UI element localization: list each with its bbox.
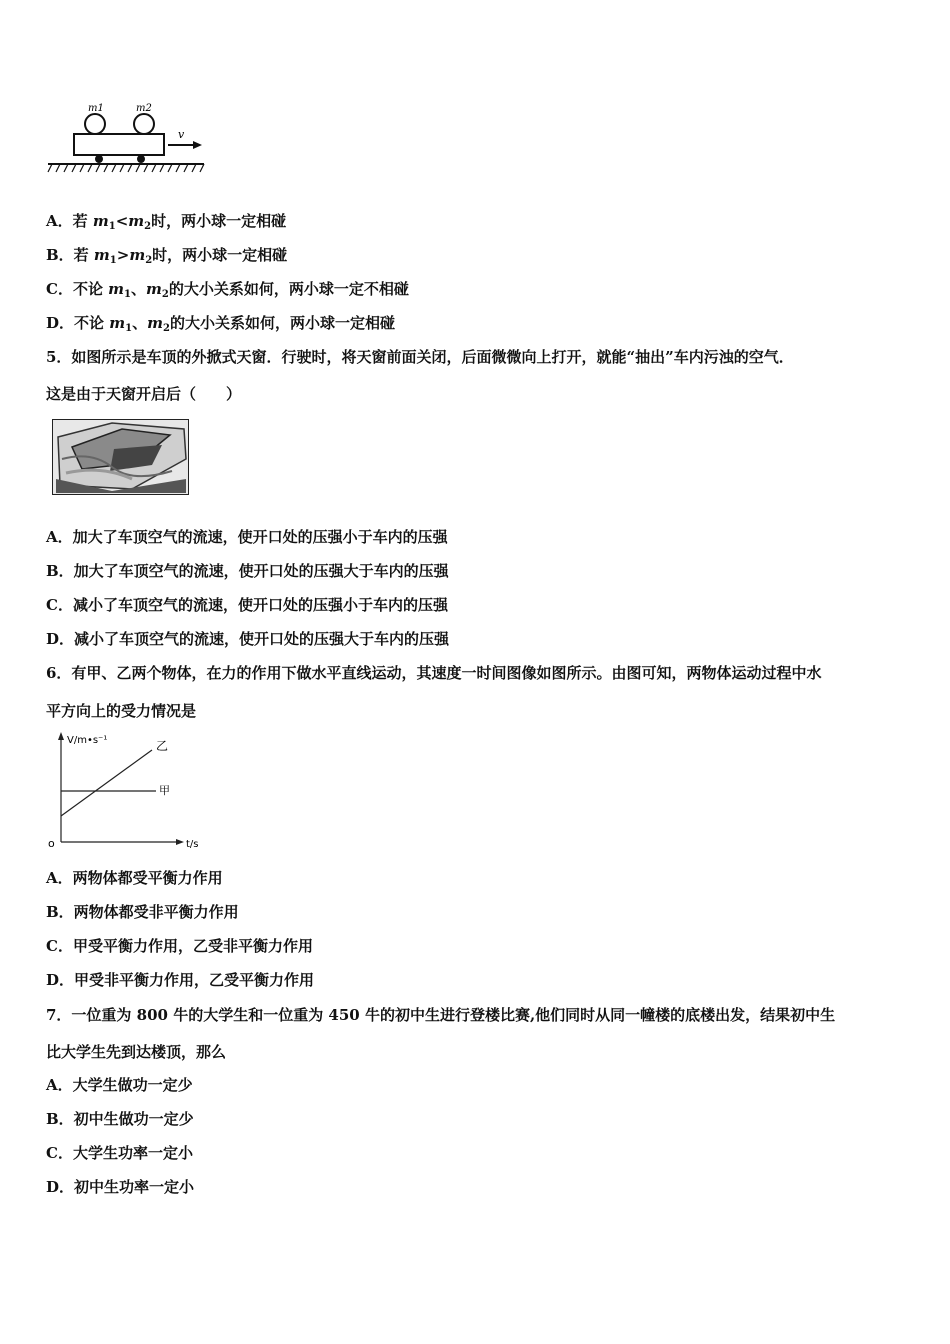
cart-wheel-right xyxy=(137,155,145,163)
velocity-time-graph xyxy=(44,730,214,852)
sunroof-photo xyxy=(52,419,189,495)
q4-option-a[interactable]: A．若 $m_1<m_2$时，两小球一定相碰 xyxy=(46,212,287,232)
q7-option-d[interactable]: D．初中生功率一定小 xyxy=(46,1178,195,1196)
cart-balls-figure xyxy=(44,98,209,180)
x-axis-label: t/s xyxy=(186,839,199,850)
q6-option-c[interactable]: C．甲受平衡力作用，乙受非平衡力作用 xyxy=(46,937,313,955)
y-axis-arrow xyxy=(58,732,64,740)
x-axis-arrow xyxy=(176,839,184,845)
y-axis-label: V/m•s⁻¹ xyxy=(67,735,108,746)
q4-option-c[interactable]: C．不论 $m_1$、$m_2$的大小关系如何，两小球一定不相碰 xyxy=(46,280,409,300)
q7-option-c[interactable]: C．大学生功率一定小 xyxy=(46,1144,193,1162)
line-jia-label: 甲 xyxy=(159,784,170,797)
q6-option-b[interactable]: B．两物体都受非平衡力作用 xyxy=(46,903,239,921)
q5-option-c[interactable]: C．减小了车顶空气的流速，使开口处的压强小于车内的压强 xyxy=(46,596,448,614)
q6-option-d[interactable]: D．甲受非平衡力作用，乙受平衡力作用 xyxy=(46,971,315,989)
q6-stem-line1: 6．有甲、乙两个物体，在力的作用下做水平直线运动，其速度一时间图像如图所示。由图可知，两物体运动过程中水 xyxy=(46,664,822,682)
q6-stem-line2: 平方向上的受力情况是 xyxy=(46,702,197,720)
q7-stem-line1: 7．一位重为 800 牛的大学生和一位重为 450 牛的初中生进行登楼比赛,他们同时从同一幢楼的底楼出发，结果初中生 xyxy=(46,1006,836,1024)
origin-label: o xyxy=(48,837,55,850)
m2-label: m2 xyxy=(136,103,152,114)
q7-stem-line2: 比大学生先到达楼顶，那么 xyxy=(46,1043,227,1061)
q7-option-a[interactable]: A．大学生做功一定少 xyxy=(46,1076,193,1094)
cart-wheel-left xyxy=(95,155,103,163)
line-yi xyxy=(61,750,152,816)
q4-option-b[interactable]: B．若 $m_1>m_2$时，两小球一定相碰 xyxy=(46,246,288,266)
q5-option-a[interactable]: A．加大了车顶空气的流速，使开口处的压强小于车内的压强 xyxy=(46,528,448,546)
m1-label: m1 xyxy=(88,103,104,114)
q5-stem-line2: 这是由于天窗开启后（ ） xyxy=(46,385,242,403)
cart-body xyxy=(74,134,164,155)
q4-option-d[interactable]: D．不论 $m_1$、$m_2$的大小关系如何，两小球一定相碰 xyxy=(46,314,395,334)
q5-option-d[interactable]: D．减小了车顶空气的流速，使开口处的压强大于车内的压强 xyxy=(46,630,450,648)
velocity-arrowhead xyxy=(193,141,202,149)
q6-option-a[interactable]: A．两物体都受平衡力作用 xyxy=(46,869,223,887)
ground-hatching xyxy=(48,164,204,172)
velocity-label: v xyxy=(178,128,185,141)
ball-m1 xyxy=(85,114,105,134)
q5-stem-line1: 5．如图所示是车顶的外掀式天窗．行驶时，将天窗前面关闭，后面微微向上打开，就能“抽出”车内污浊的空气． xyxy=(46,348,794,366)
q7-option-b[interactable]: B．初中生做功一定少 xyxy=(46,1110,194,1128)
ball-m2 xyxy=(134,114,154,134)
q5-option-b[interactable]: B．加大了车顶空气的流速，使开口处的压强大于车内的压强 xyxy=(46,562,449,580)
line-yi-label: 乙 xyxy=(156,739,169,753)
